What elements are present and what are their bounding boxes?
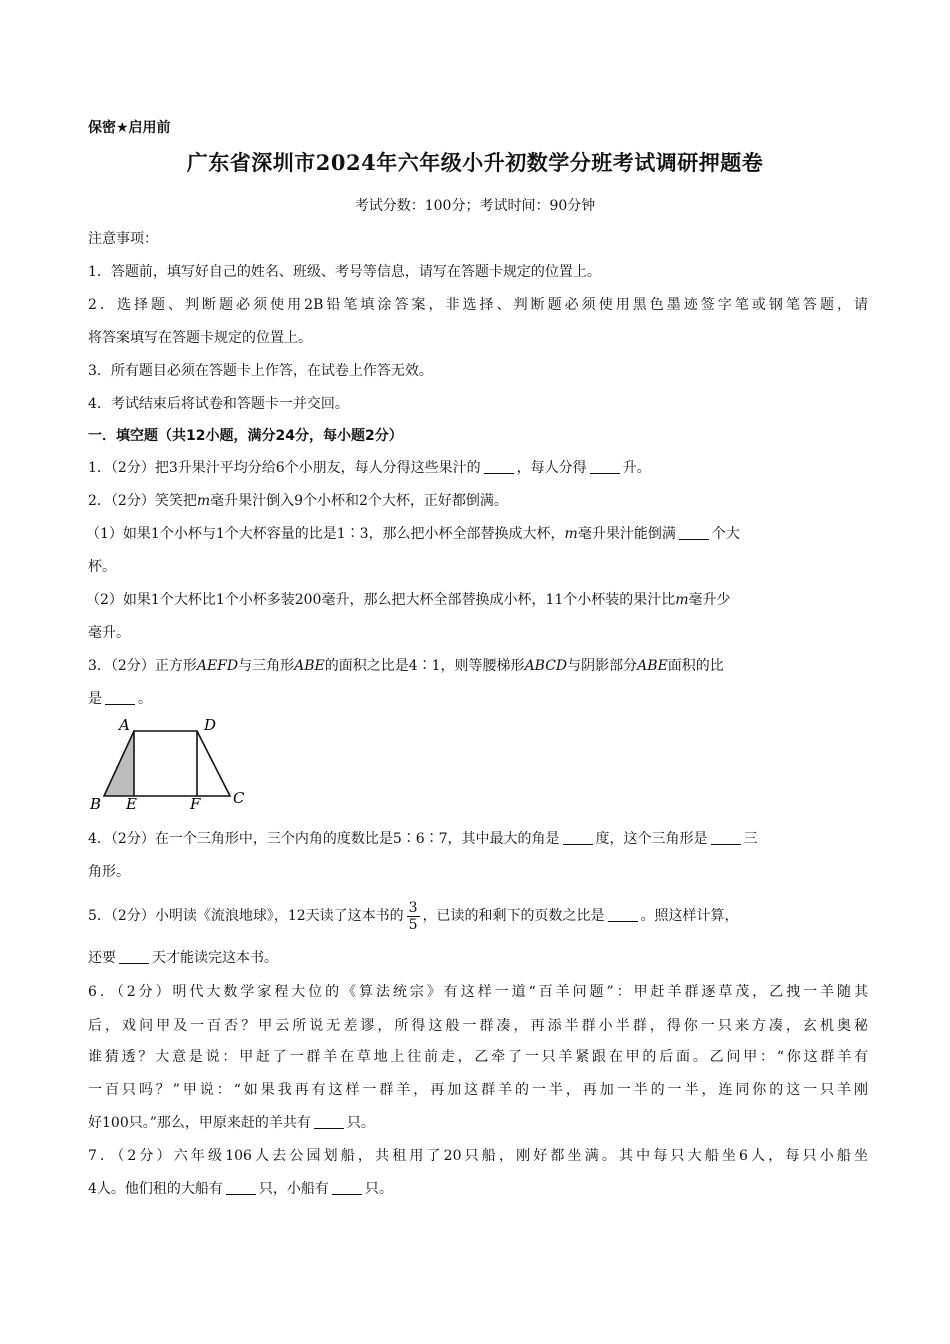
exam-info: 考试分数：100分；考试时间：90分钟 (354, 198, 596, 214)
label-e: E (126, 795, 137, 813)
question-1: 1．（2分）把3升果汁平均分给6个小朋友，每人分得这些果汁的 ，每人分得 升。 (88, 460, 651, 476)
section-heading: 一．填空题（共12小题，满分24分，每小题2分） (88, 428, 403, 444)
notes-heading: 注意事项： (88, 231, 158, 247)
label-a: A (119, 716, 130, 734)
label-c: C (233, 789, 245, 807)
fraction: $\frac{3}{5}$ (408, 899, 418, 933)
answer-blank[interactable] (563, 830, 593, 845)
question-3: 3．（2分）正方形AEFD与三角形ABE的面积之比是4∶1，则等腰梯形ABCD与阴影部分ABE面积的比 (88, 658, 724, 674)
answer-blank[interactable] (226, 1180, 256, 1195)
answer-blank[interactable] (105, 690, 135, 705)
answer-blank[interactable] (608, 907, 638, 922)
question-6-cont: 好100只。”那么，甲原来赶的羊共有 只。 (88, 1115, 375, 1131)
question-4-cont: 角形。 (88, 864, 130, 880)
question-2-part-2-cont: 毫升。 (88, 625, 130, 641)
question-5: 5．（2分）小明读《流浪地球》，12天读了这本书的 $\frac{3}{5}$ ，已读的和剩下的页数之比是 。照这样计算， (88, 899, 739, 933)
label-d: D (204, 716, 217, 734)
label-b: B (90, 795, 102, 813)
question-6-cont: 谁猜透？大意是说：甲赶了一群羊在草地上往前走，乙牵了一只羊紧跟在甲的后面。乙问甲：“你这群羊有 (88, 1049, 868, 1065)
question-6-cont: 一百只吗？”甲说：“如果我再有这样一群羊，再加这群羊的一半，再加一半的一半，连同你的这一只羊刚 (88, 1082, 868, 1098)
trapezoid-figure (86, 714, 256, 814)
question-2-part-1-cont: 杯。 (88, 559, 116, 575)
question-5-cont: 还要 天才能读完这本书。 (88, 950, 278, 966)
question-7-cont: 4人。他们租的大船有 只，小船有 只。 (88, 1181, 393, 1197)
answer-blank[interactable] (679, 525, 709, 540)
answer-blank[interactable] (314, 1114, 344, 1129)
page-title: 广东省深圳市2024年六年级小升初数学分班考试调研押题卷 (186, 150, 764, 175)
note-item: 4．考试结束后将试卷和答题卡一并交回。 (88, 396, 349, 412)
note-item: 1．答题前，填写好自己的姓名、班级、考号等信息，请写在答题卡规定的位置上。 (88, 264, 601, 280)
answer-blank[interactable] (484, 459, 514, 474)
question-2-part-1: （1）如果1个小杯与1个大杯容量的比是1∶3，那么把小杯全部替换成大杯，m毫升果汁能倒满 个大 (86, 526, 740, 542)
question-4: 4．（2分）在一个三角形中，三个内角的度数比是5∶6∶7，其中最大的角是 度，这个三角形是 三 (88, 831, 758, 847)
question-3-cont: 是 。 (88, 691, 152, 707)
answer-blank[interactable] (119, 949, 149, 964)
answer-blank[interactable] (590, 459, 620, 474)
question-7: 7．（2分）六年级106人去公园划船，共租用了20只船，刚好都坐满。其中每只大船坐6人，每只小船坐 (88, 1148, 868, 1164)
question-2: 2．（2分）笑笑把m毫升果汁倒入9个小杯和2个大杯，正好都倒满。 (88, 493, 508, 509)
answer-blank[interactable] (332, 1180, 362, 1195)
question-6-cont: 后，戏问甲及一百否？甲云所说无差谬，所得这般一群凑，再添半群小半群，得你一只来方凑，玄机奥秘 (88, 1018, 868, 1034)
question-2-part-2: （2）如果1个大杯比1个小杯多装200毫升，那么把大杯全部替换成小杯，11个小杯装的果汁比m毫升少 (86, 592, 731, 608)
confidential-label: 保密★启用前 (88, 120, 171, 136)
note-item: 3．所有题目必须在答题卡上作答，在试卷上作答无效。 (88, 363, 433, 379)
answer-blank[interactable] (711, 830, 741, 845)
label-f: F (190, 795, 201, 813)
note-item: 将答案填写在答题卡规定的位置上。 (88, 330, 312, 346)
note-item: 2．选择题、判断题必须使用2B铅笔填涂答案，非选择、判断题必须使用黑色墨迹签字笔或钢笔答题，请 (88, 297, 868, 313)
question-6: 6．（2分）明代大数学家程大位的《算法统宗》有这样一道“百羊问题”：甲赶羊群逐草茂，乙拽一羊随其 (88, 984, 868, 1000)
